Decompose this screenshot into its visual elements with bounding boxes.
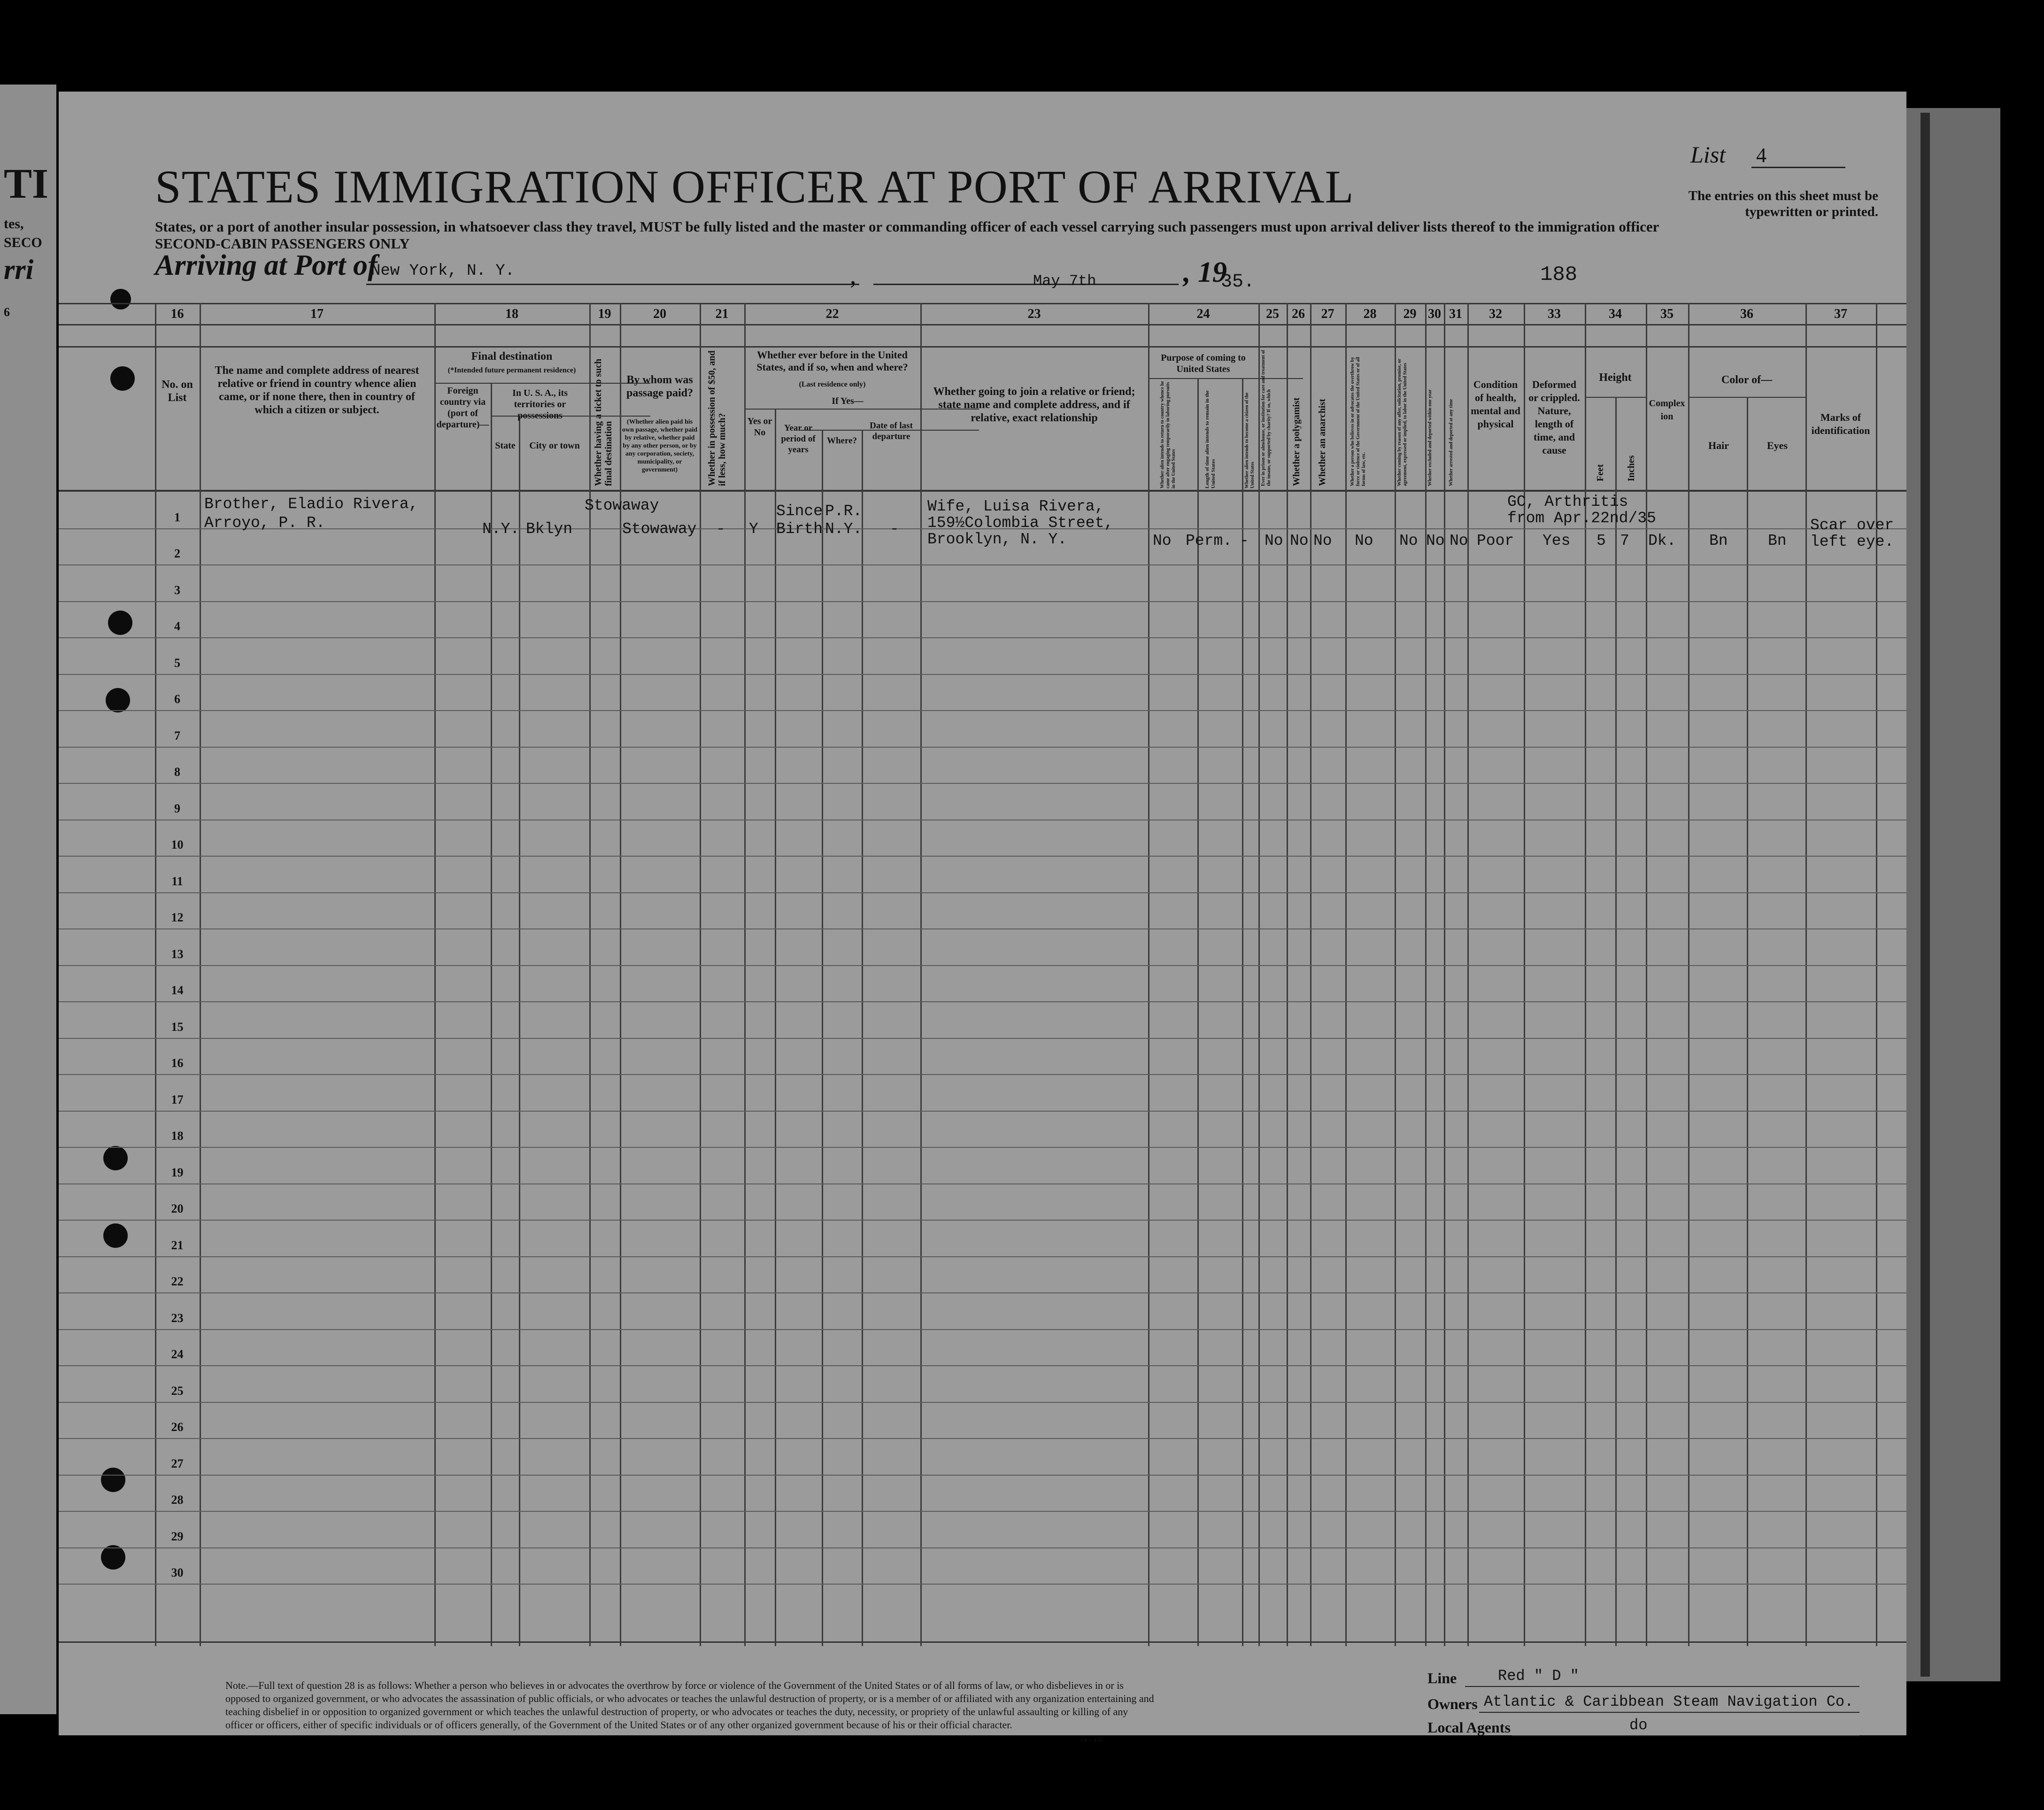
header-height: Height [1599,371,1632,384]
row-rule [59,1292,1906,1293]
table-column-rule [155,303,156,1646]
year-prefix: , 19 [1183,256,1227,288]
header-polygamist: Whether a polygamist [1291,397,1302,486]
column-number: 22 [825,307,839,321]
before-yes-no: Y [749,520,758,538]
row-number: 14 [171,983,184,997]
row-rule [59,1329,1906,1330]
identification-marks: left eye. [1810,533,1894,550]
column-number: 23 [1027,307,1041,321]
passage-paid-by: Stowaway [622,520,697,538]
overthrow-answer: No [1355,532,1373,549]
footnote: Note.—Full text of question 28 is as follows: Whether a person who believes in or advocates the overthrow by force or violence of the Government of the United States or of all forms of law, or who disbelieves in or is opposed to organized government, or who advocates the assassination of public officials, or who advocates or teaches the unlawful destruction of property, or is a member of or affiliated with any organization entertaining and teaching disbelief in or opposition to organized government or which teaches the unlawful destruction of property, or who advocates or teaches the duty, necessity, or propriety of the unlawful assaulting or killing of any officer or officers, either of specific individuals or of officers generally, of the Government of the United States or of any other organized government because of his or their official character. [225,1679,1154,1731]
column-number: 34 [1609,307,1622,321]
join-address: 159½Colombia Street, [927,514,1114,532]
row-rule [59,1365,1906,1366]
fragment-text: TI [4,161,49,207]
header-where: Where? [826,436,857,446]
row-number: 1 [174,510,180,524]
table-column-rule [1310,303,1311,1646]
row-number: 30 [171,1566,184,1579]
table-column-rule [700,303,701,1646]
height-inches: 7 [1620,532,1629,549]
header-color-of: Color of— [1721,374,1773,386]
header-no-on-list: No. on List [162,379,193,404]
page-subtitle [155,218,1659,252]
table-column-rule [1467,303,1469,1646]
header-nearest-relative: The name and complete address of nearest relative or friend in country whence alien came, or if none there, then in country of which a citizen or subject. [215,364,419,416]
row-rule [59,1001,1906,1002]
ticket-note: Stowaway [585,497,659,514]
header-anarchist: Whether an anarchist [1317,399,1327,486]
row-rule [59,1547,1906,1548]
row-rule [59,892,1906,893]
row-number: 16 [171,1056,184,1070]
dest-city: Bklyn [526,520,573,538]
date-underline [873,284,1179,285]
column-number: 19 [598,307,611,321]
row-rule [59,1256,1906,1257]
header-year-period: Year or period of years [781,423,816,455]
row-number: 2 [174,547,180,560]
column-number: 27 [1321,307,1334,321]
row-number: 21 [171,1238,184,1252]
excluded-answer: No [1426,532,1445,549]
row-rule [59,1475,1906,1476]
row-number: 10 [171,838,184,851]
row-rule [59,1111,1906,1112]
header-foreign-country: Foreign country via (port of departure)— [436,386,489,430]
before-where: N.Y. [825,520,863,538]
port-comma: , [850,261,856,289]
row-number: 8 [174,765,180,779]
header-final-destination: Final destination [471,350,553,363]
owners-underline [1479,1712,1859,1713]
row-number: 6 [174,692,180,706]
relative-name: Brother, Eladio Rivera, [204,495,418,513]
eye-color: Bn [1768,532,1787,549]
header-excluded: Whether excluded and deported within one year [1427,389,1433,486]
row-rule [59,637,1906,638]
row-rule [59,601,1906,602]
table-column-rule [1197,378,1199,1646]
header-purpose-length: Length of time alien intends to remain in the United States [1204,390,1216,488]
row-rule [59,1584,1906,1585]
table-column-rule [1747,397,1748,1646]
column-number: 36 [1740,307,1753,321]
header-overthrow: Whether a person who believes in or advocates the overthrow by force or violence of the Government of the United States or of all forms of law, etc. [1350,357,1366,486]
dest-state: N.Y. [482,520,520,538]
column-number: 16 [170,307,184,321]
agents-label: Local Agents [1427,1719,1511,1736]
row-number: 29 [171,1529,184,1543]
header-ever-before: Whether ever before in the United States, and if so, when and where? [756,349,908,373]
year-suffix: 35. [1221,271,1255,293]
row-rule [59,674,1906,675]
row-rule [59,710,1906,711]
header-feet: Feet [1595,464,1605,481]
before-period: Birth [776,520,823,538]
health-condition: Poor [1477,532,1514,549]
table-rule [59,490,1906,492]
column-number: 24 [1196,307,1210,321]
page-number: 188 [1540,263,1578,286]
column-number: 17 [310,307,324,321]
table-column-rule [200,303,201,1646]
list-note: The entries on this sheet must be typewritten or printed. [1688,188,1878,219]
table-column-rule [744,303,746,1646]
prison-answer: No [1265,532,1283,549]
row-number: 19 [171,1165,184,1179]
row-number: 24 [171,1347,184,1361]
relative-address: Arroyo, P. R. [204,514,325,532]
page-edge-shadow [1921,113,1930,1677]
header-marks: Marks of identification [1811,411,1870,436]
row-number: 13 [171,947,184,961]
health-note: from Apr.22nd/35 [1507,510,1656,527]
before-where: P.R. [825,503,863,520]
table-column-rule [1287,303,1288,1646]
form-code: 14—430 [1080,1737,1103,1744]
list-number: 4 [1756,144,1766,167]
column-number: 18 [505,307,518,321]
manifest-table [59,303,1906,1646]
agents-underline [1512,1735,1859,1736]
row-rule [59,1511,1906,1512]
table-rule [434,383,650,384]
header-city: City or town [529,441,580,451]
table-column-rule [1395,303,1396,1646]
table-column-rule [920,303,922,1646]
table-column-rule [1258,303,1260,1646]
row-rule [59,856,1906,857]
header-passage-paid: By whom was passage paid? [626,374,694,399]
row-rule [59,1074,1906,1075]
line-value: Red " D " [1498,1667,1579,1685]
header-eyes: Eyes [1767,440,1788,451]
header-if-yes: If Yes— [832,396,864,406]
join-city: Brooklyn, N. Y. [927,531,1067,548]
column-number: 33 [1548,307,1561,321]
header-deformed: Deformed or crippled. Nature, length of time, and cause [1528,379,1580,456]
arrival-date: May 7th [1033,272,1096,290]
table-column-rule [1876,303,1877,1646]
port-value: New York, N. Y. [371,262,515,280]
header-yes-no: Yes or No [747,416,772,438]
row-number: 27 [171,1456,184,1470]
header-prison: Ever in prison or almshouse, or institution for care and treatment of the insane, or supported by charity? If so, which [1261,350,1272,486]
row-rule [59,1220,1906,1221]
health-note: GC, Arthritis [1507,493,1628,511]
row-number: 3 [174,583,180,597]
purpose-citizen: - [1240,532,1249,549]
table-column-rule [1345,303,1347,1646]
port-underline [366,284,859,285]
header-in-usa: In U. S. A., its territories or possessions [512,388,568,421]
fragment-text: tes, [4,216,24,232]
table-rule [59,1641,1906,1643]
header-purpose: Purpose of coming to United States [1161,353,1246,374]
column-number: 20 [653,307,666,321]
offer-answer: No [1399,532,1418,549]
adjacent-page-strip [0,85,56,1714]
table-column-rule [1242,378,1243,1646]
owners-label: Owners [1427,1695,1478,1712]
table-column-rule [491,383,492,1646]
row-number: 12 [171,911,184,924]
row-number: 17 [171,1092,184,1106]
hair-color: Bn [1709,532,1728,549]
header-fifty-dollars: Whether in possession of $50, and if less, how much? [707,350,727,486]
table-column-rule [1148,303,1149,1646]
purpose-length: Perm. [1186,532,1233,549]
row-number: 25 [171,1384,184,1398]
header-ticket: Whether having a ticket to such final destination [593,358,614,486]
row-number: 11 [171,874,183,888]
owners-value: Atlantic & Caribbean Steam Navigation Co. [1484,1693,1854,1710]
identification-marks: Scar over [1810,517,1894,534]
subtitle-line: SECOND-CABIN PASSENGERS ONLY [155,235,410,252]
line-underline [1465,1686,1859,1687]
table-column-rule [1615,397,1617,1646]
list-label: List [1690,141,1726,168]
header-passage-paid-sub: (Whether alien paid his own passage, whether paid by relative, whether paid by any other person, or by any corporation, society, municipality, or government) [622,418,697,473]
row-number: 23 [171,1311,184,1325]
header-complexion: Complexion [1649,398,1685,422]
header-last-departure: Date of last departure [870,421,913,441]
column-number: 30 [1428,307,1441,321]
row-rule [59,1438,1906,1439]
fragment-text: rri [4,254,34,285]
column-number: 37 [1834,307,1847,321]
header-join-relative: Whether going to join a relative or friend; state name and complete address, and if relative, exact relationship [933,386,1135,424]
arriving-label: Arriving at Port of [155,249,378,281]
row-rule [59,747,1906,748]
before-period: Since [776,503,823,520]
anarchist-answer: No [1313,532,1332,549]
purpose-return: No [1153,532,1172,549]
row-rule [59,1183,1906,1184]
column-number: 26 [1292,307,1305,321]
page-title: STATES IMMIGRATION OFFICER AT PORT OF ARRIVAL [155,161,1354,213]
table-rule [59,346,1906,348]
height-feet: 5 [1597,532,1606,549]
fragment-text: SECO [4,235,42,250]
deformed-answer: Yes [1543,532,1571,549]
row-rule [59,783,1906,784]
column-number: 29 [1403,307,1417,321]
row-number: 9 [174,801,180,815]
table-column-rule [1425,303,1427,1646]
row-number: 15 [171,1020,184,1034]
row-number: 4 [174,619,180,633]
row-number: 18 [171,1129,184,1143]
table-column-rule [775,409,776,1646]
money-value: - [716,520,725,538]
header-offer: Whether coming by reason of any offer, solicitation, promise, or agreement, expressed or implied, to labor in the United States [1397,358,1408,486]
complexion-value: Dk. [1648,532,1676,549]
column-number: 21 [715,307,729,321]
table-column-rule [1688,303,1689,1646]
table-column-rule [1805,303,1807,1646]
table-column-rule [519,416,520,1646]
column-number: 28 [1363,307,1377,321]
header-hair: Hair [1708,440,1729,451]
header-condition-health: Condition of health, mental and physical [1471,379,1520,430]
header-arrested: Whether arrested and deported at any time [1449,399,1454,486]
join-relative: Wife, Luisa Rivera, [927,498,1104,515]
table-rule [59,324,1906,325]
fragment-text: 6 [4,305,10,319]
row-number: 28 [171,1493,184,1507]
polygamist-answer: No [1290,532,1309,549]
header-purpose-return: Whether alien intends to return to country whence he came after engaging temporarily in laboring pursuits in the United States [1160,381,1176,488]
row-rule [59,928,1906,929]
column-number: 31 [1449,307,1462,321]
column-number: 25 [1266,307,1279,321]
subtitle-line: States, or a port of another insular possession, in whatsoever class they travel, MUST be fully listed and the master or commanding officer of each vessel carrying such passengers must upon arrival deliver lists thereof to the immigration officer [155,218,1659,235]
last-departure: - [890,520,899,538]
header-final-destination-sub: (*Intended future permanent residence) [447,366,576,374]
line-label: Line [1427,1670,1457,1686]
row-number: 20 [171,1202,184,1215]
row-rule [59,1038,1906,1039]
row-rule [59,965,1906,966]
row-number: 22 [171,1275,184,1288]
table-rule [1148,378,1303,379]
row-number: 7 [174,728,180,743]
table-column-rule [1444,303,1445,1646]
row-rule [59,1402,1906,1403]
table-rule [59,303,1906,304]
table-column-rule [434,303,436,1646]
row-rule [59,1147,1906,1148]
row-number: 5 [174,656,180,670]
header-purpose-citizen: Whether alien intends to become a citizen of the United States [1244,392,1255,488]
table-column-rule [1646,303,1647,1646]
header-ever-before-sub: (Last residence only) [799,380,866,388]
column-number: 32 [1489,307,1502,321]
agents-value: do [1629,1717,1648,1734]
header-state: State [495,441,516,451]
header-inches: Inches [1626,455,1636,481]
arrested-answer: No [1450,532,1468,549]
row-number: 26 [171,1420,184,1434]
column-number: 35 [1660,307,1674,321]
